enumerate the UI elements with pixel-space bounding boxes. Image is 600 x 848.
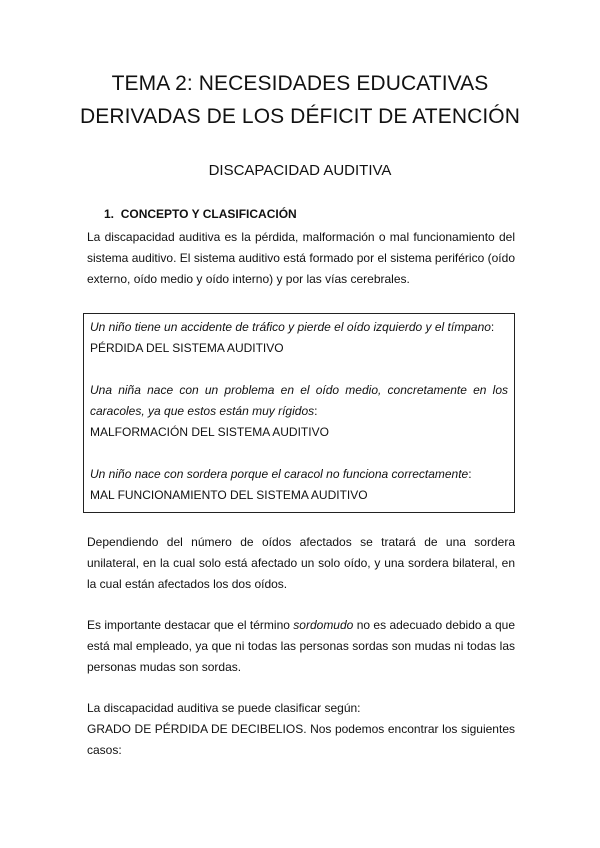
clasificacion-grado: GRADO DE PÉRDIDA DE DECIBELIOS. Nos podemos encontrar los siguientes casos: — [87, 722, 515, 757]
sordomudo-after: no es adecuado debido a que está mal empleado, ya que ni todas las personas sordas son mudas ni todas las personas mudas son sordas. — [87, 618, 515, 674]
example-1: Un niño tiene un accidente de tráfico y pierde el oído izquierdo y el tímpano: — [90, 320, 495, 334]
sordomudo-term: sordomudo — [293, 618, 354, 632]
example-2-label: MALFORMACIÓN DEL SISTEMA AUDITIVO — [90, 425, 329, 439]
subtitle: DISCAPACIDAD AUDITIVA — [208, 162, 392, 179]
section-number: 1. — [104, 207, 115, 221]
clasificacion-intro: La discapacidad auditiva se puede clasificar según: — [87, 701, 361, 715]
example-1-text: Un niño tiene un accidente de tráfico y pierde el oído izquierdo y el tímpano — [90, 320, 491, 334]
section-heading — [104, 207, 297, 221]
example-2-text: Una niña nace con un problema en el oído medio, concretamente en los caracoles, ya que estos están muy rígidos — [90, 383, 508, 418]
clasificacion-paragraph — [87, 698, 515, 761]
examples-box — [83, 313, 515, 513]
title-line-1: TEMA 2: NECESIDADES EDUCATIVAS — [111, 72, 489, 95]
oidos-paragraph: Dependiendo del número de oídos afectados se tratará de una sordera unilateral, en la cual solo está afectado un solo oído, y una sordera bilateral, en la cual están afectados los dos oídos. — [87, 535, 515, 591]
example-2: Una niña nace con un problema en el oído medio, concretamente en los caracoles, ya que estos están muy rígidos: — [90, 383, 508, 418]
example-3: Un niño nace con sordera porque el caracol no funciona correctamente: — [90, 467, 472, 481]
sordomudo-before: Es importante destacar que el término — [87, 618, 294, 632]
title-line-2: DERIVADAS DE LOS DÉFICIT DE ATENCIÓN — [79, 105, 521, 128]
example-3-text: Un niño nace con sordera porque el caracol no funciona correctamente — [90, 467, 469, 481]
sordomudo-paragraph — [87, 615, 515, 678]
page-title — [40, 67, 560, 133]
intro-paragraph: La discapacidad auditiva es la pérdida, malformación o mal funcionamiento del sistema auditivo. El sistema auditivo está formado por el sistema periférico (oído externo, oído medio y oído interno) y por las vías cerebrales. — [87, 230, 515, 286]
section-title: CONCEPTO Y CLASIFICACIÓN — [120, 207, 297, 221]
example-1-label: PÉRDIDA DEL SISTEMA AUDITIVO — [90, 341, 284, 355]
example-3-label: MAL FUNCIONAMIENTO DEL SISTEMA AUDITIVO — [90, 488, 368, 502]
